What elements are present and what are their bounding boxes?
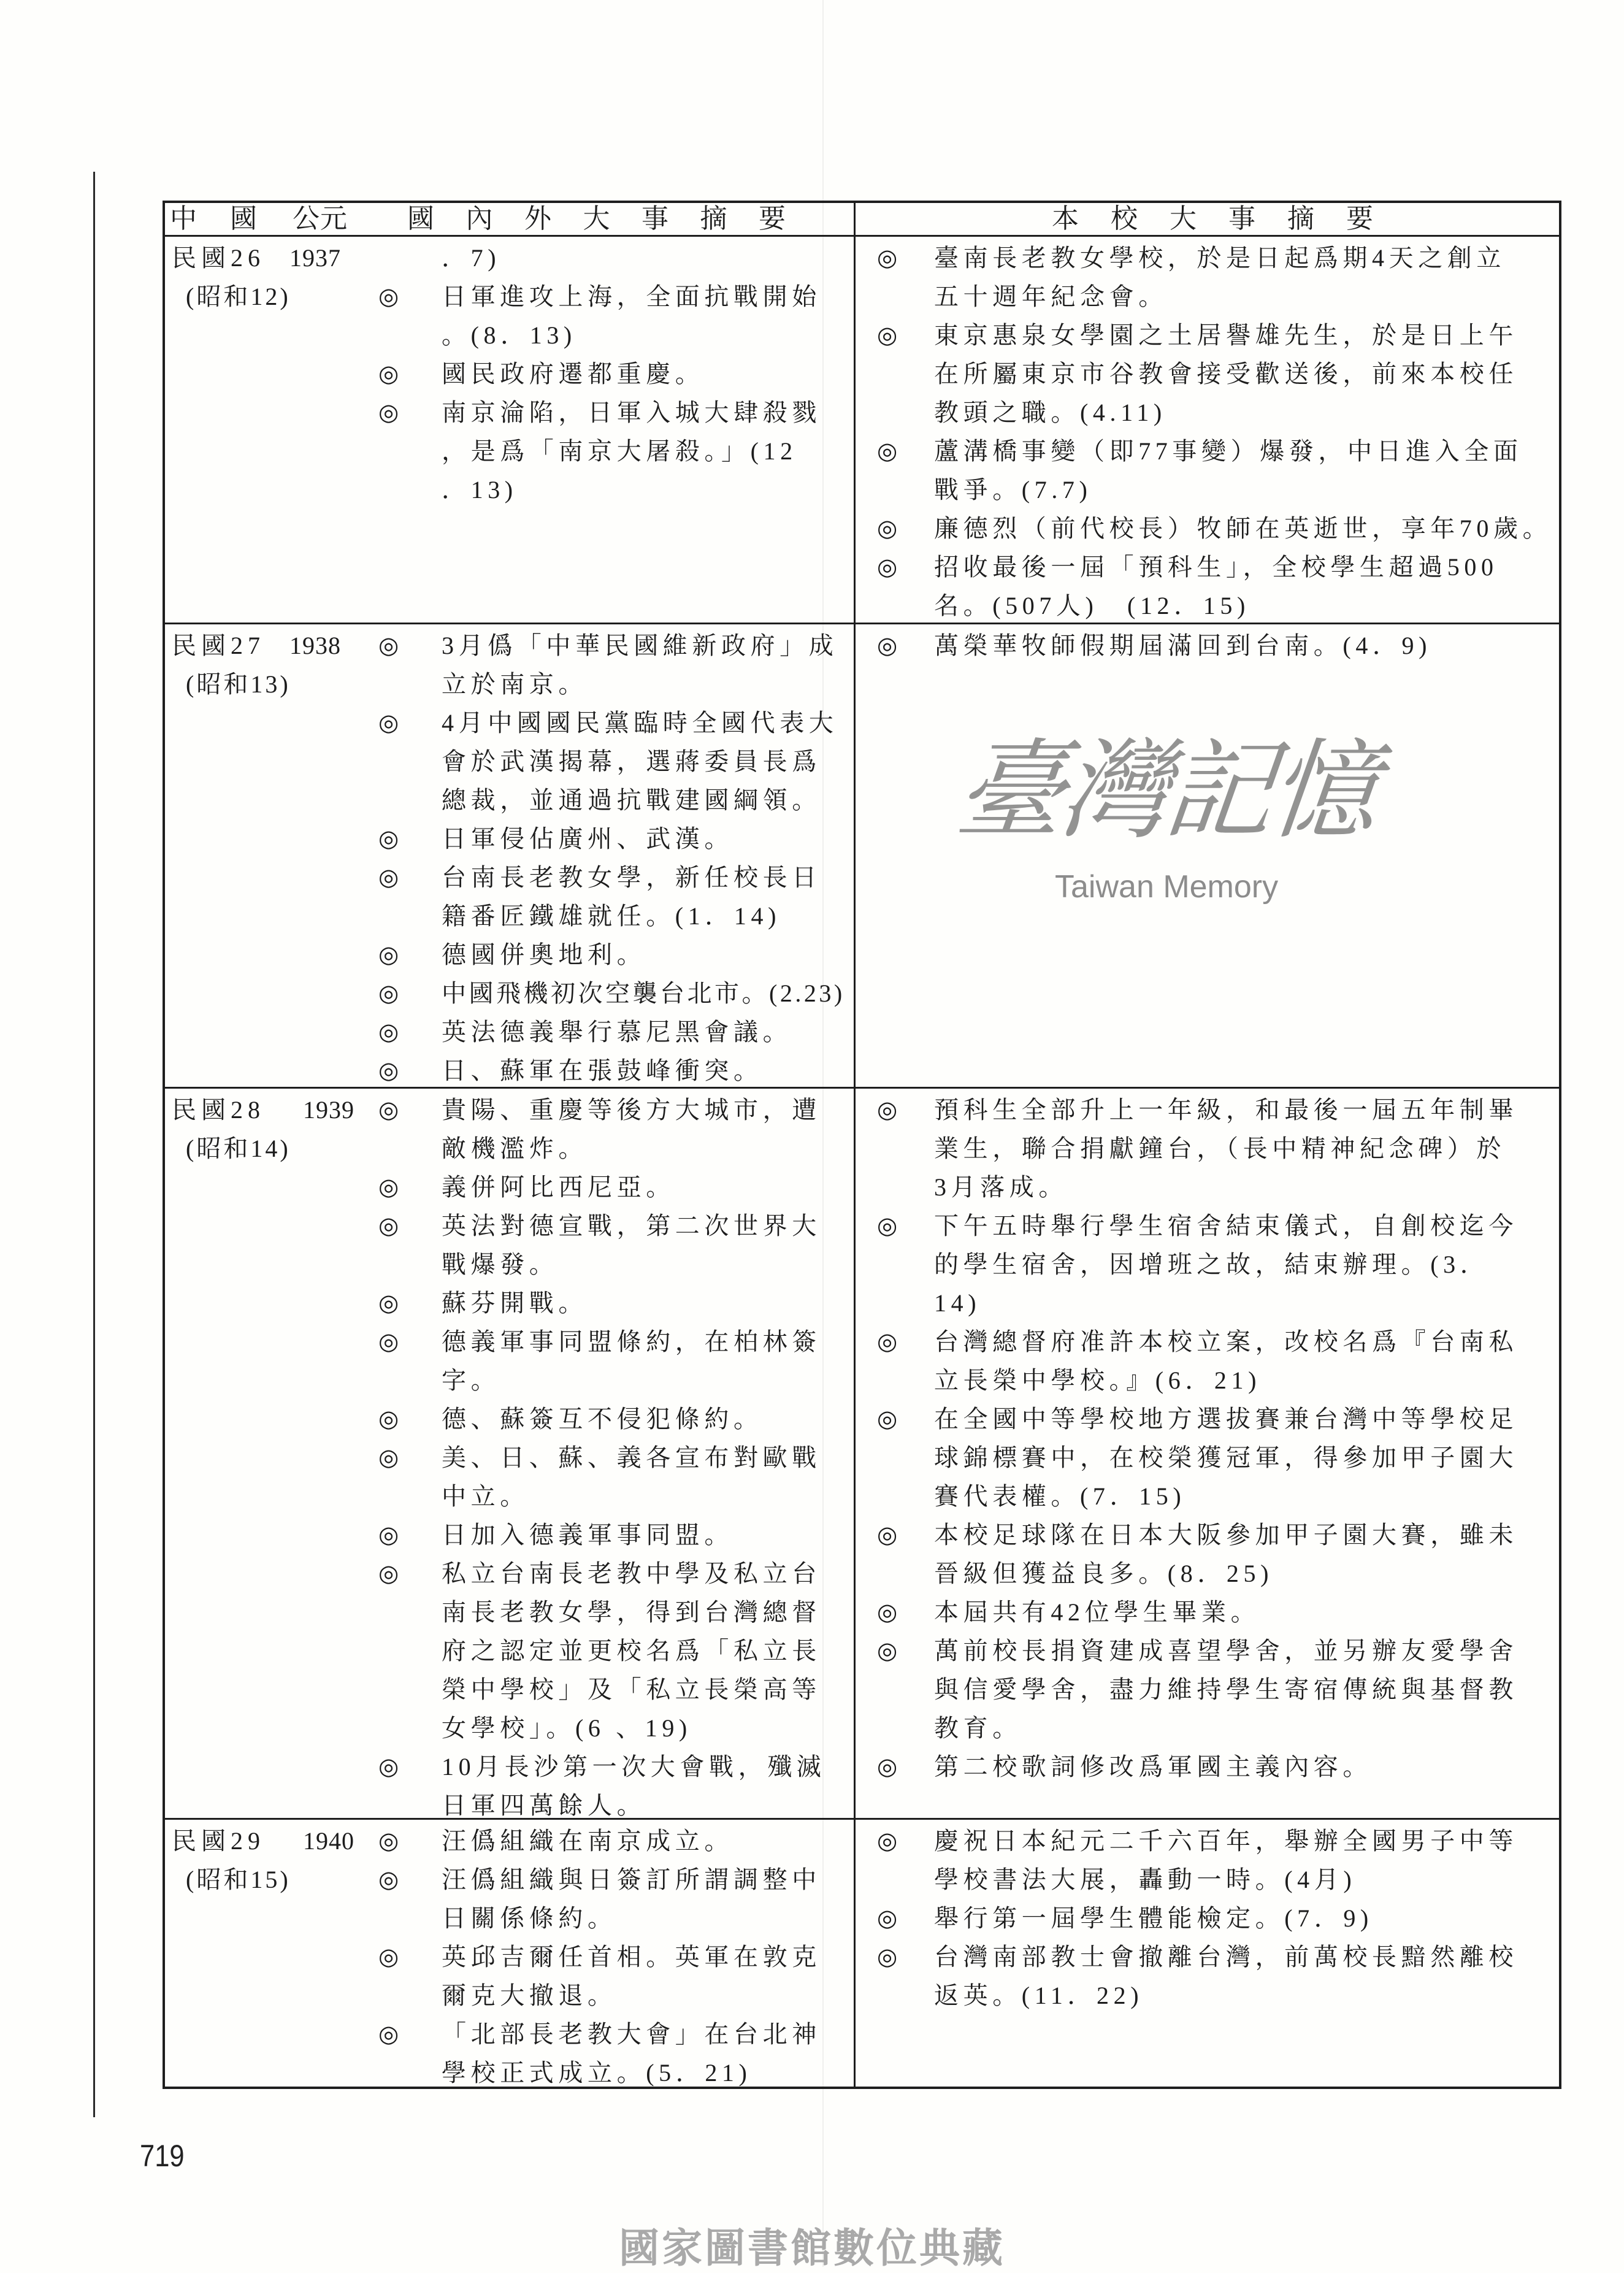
event-text-line: 英法對德宣戰，第二次世界大 — [442, 1212, 821, 1240]
double-circle-bullet-icon: ◎ — [378, 1943, 399, 1970]
double-circle-bullet-icon: ◎ — [877, 1328, 898, 1355]
event-text-line: 萬前校長捐資建成喜望學舍，並另辦友愛學舍 — [934, 1637, 1518, 1665]
event-text-line: 在全國中等學校地方選拔賽兼台灣中等學校足 — [934, 1405, 1518, 1433]
showa-year: (昭和13) — [186, 670, 291, 698]
event-item — [165, 277, 854, 355]
double-circle-bullet-icon: ◎ — [877, 1096, 898, 1123]
event-text — [856, 239, 1559, 316]
event-text-line: 學校書法大展，轟動一時。(4月) — [934, 1866, 1357, 1893]
event-text-line: 汪僞組織在南京成立。 — [442, 1827, 733, 1855]
event-text — [165, 393, 854, 509]
event-text — [856, 1091, 1559, 1206]
double-circle-bullet-icon: ◎ — [378, 1057, 399, 1084]
header-world-cell — [165, 203, 856, 235]
event-text — [165, 239, 854, 277]
event-text-line: 第二校歌詞修改爲軍國主義內容。 — [934, 1753, 1372, 1780]
event-text — [165, 626, 854, 703]
double-circle-bullet-icon: ◎ — [378, 709, 399, 736]
event-text — [856, 548, 1559, 625]
event-item — [856, 1747, 1559, 1786]
event-text-line: 中立。 — [442, 1482, 529, 1510]
event-text — [856, 1899, 1559, 1938]
roc-year: 民國29 — [172, 1827, 265, 1855]
double-circle-bullet-icon: ◎ — [877, 515, 898, 542]
header-roc-label: 中國 — [170, 203, 290, 234]
event-item — [165, 858, 854, 935]
event-item — [165, 626, 854, 703]
event-text — [165, 1322, 854, 1400]
event-text-line: 慶祝日本紀元二千六百年，舉辦全國男子中等 — [934, 1827, 1518, 1855]
event-text-line: 敵機濫炸。 — [442, 1135, 588, 1162]
event-text — [165, 1938, 854, 2015]
event-item — [165, 1747, 854, 1825]
showa-year: (昭和12) — [186, 283, 291, 310]
double-circle-bullet-icon: ◎ — [378, 825, 399, 852]
showa-year: (昭和15) — [186, 1866, 291, 1893]
event-text-line: 。(8．13) — [442, 321, 576, 349]
double-circle-bullet-icon: ◎ — [877, 1405, 898, 1432]
event-text-line: 學校正式成立。(5．21) — [442, 2059, 752, 2087]
event-text — [856, 626, 1559, 665]
event-item — [165, 393, 854, 509]
event-item — [165, 1516, 854, 1554]
event-item — [856, 1206, 1559, 1322]
double-circle-bullet-icon: ◎ — [378, 1753, 399, 1780]
event-text — [165, 1013, 854, 1051]
double-circle-bullet-icon: ◎ — [877, 244, 898, 271]
event-text — [165, 1091, 854, 1168]
header-ad-label: 公元 — [293, 203, 348, 234]
event-text — [856, 432, 1559, 509]
event-text-line: 4月中國國民黨臨時全國代表大 — [442, 709, 838, 737]
header-school-events-label: 本校大事摘要 — [1052, 203, 1405, 234]
event-text-line: 台灣南部教士會撤離台灣，前萬校長黯然離校 — [934, 1943, 1518, 1971]
double-circle-bullet-icon: ◎ — [378, 360, 399, 387]
event-text-line: 女學校」。(6 、19) — [442, 1714, 692, 1742]
double-circle-bullet-icon: ◎ — [378, 399, 399, 426]
world-events-list — [165, 1091, 854, 1825]
event-text-line: 東京惠泉女學園之土居譽雄先生，於是日上午 — [934, 321, 1518, 349]
event-text-line: 英邱吉爾任首相。英軍在敦克 — [442, 1943, 821, 1971]
event-item — [856, 1899, 1559, 1938]
roc-year: 民國26 — [172, 244, 265, 272]
event-text — [165, 2015, 854, 2092]
event-text-line: 日關係條約。 — [442, 1904, 617, 1932]
event-item — [856, 548, 1559, 625]
event-text — [165, 1168, 854, 1206]
watermark-subtitle: Taiwan Memory — [1055, 869, 1279, 905]
event-text-line: 立於南京。 — [442, 670, 588, 698]
event-text-line: 本校足球隊在日本大阪參加甲子園大賽，雖未 — [934, 1521, 1518, 1549]
event-text-line: 會於武漢揭幕，選蔣委員長爲 — [442, 748, 821, 775]
world-events-list — [165, 626, 854, 1090]
double-circle-bullet-icon: ◎ — [877, 1943, 898, 1970]
double-circle-bullet-icon: ◎ — [378, 1212, 399, 1239]
double-circle-bullet-icon: ◎ — [877, 1637, 898, 1664]
event-text-line: 3月落成。 — [934, 1173, 1068, 1201]
event-item — [165, 1051, 854, 1090]
event-item — [165, 935, 854, 974]
event-item — [856, 1322, 1559, 1400]
event-item — [856, 1091, 1559, 1206]
event-item — [856, 1631, 1559, 1747]
event-text-line: 招收最後一屆「預科生」，全校學生超過500 — [934, 553, 1498, 581]
double-circle-bullet-icon: ◎ — [378, 1405, 399, 1432]
event-item — [856, 239, 1559, 316]
world-events-cell — [165, 237, 856, 623]
event-item — [856, 316, 1559, 432]
ad-year: 1940 — [303, 1827, 354, 1855]
event-item — [165, 1284, 854, 1322]
event-item — [165, 1938, 854, 2015]
event-text-line: 德、蘇簽互不侵犯條約。 — [442, 1405, 763, 1433]
world-events-cell — [165, 1820, 856, 2087]
double-circle-bullet-icon: ◎ — [378, 1096, 399, 1123]
event-text-line: 球錦標賽中，在校榮獲冠軍，得參加甲子園大 — [934, 1444, 1518, 1471]
event-text-line: 字。 — [442, 1366, 500, 1394]
event-text-line: 府之認定並更校名爲「私立長 — [442, 1637, 821, 1665]
event-text — [856, 316, 1559, 432]
event-text-line: 本屆共有42位學生畢業。 — [934, 1598, 1260, 1626]
event-text-line: 廉德烈（前代校長）牧師在英逝世，享年70歲。 — [934, 515, 1552, 542]
double-circle-bullet-icon: ◎ — [877, 1753, 898, 1780]
double-circle-bullet-icon: ◎ — [378, 632, 399, 659]
event-text-line: 南京淪陷，日軍入城大肆殺戮 — [442, 399, 821, 426]
double-circle-bullet-icon: ◎ — [877, 1827, 898, 1854]
event-item — [165, 974, 854, 1013]
event-item — [856, 1822, 1559, 1899]
school-events-cell — [856, 1089, 1559, 1818]
event-text-line: 台南長老教女學，新任校長日 — [442, 864, 821, 891]
event-text-line: 日軍進攻上海，全面抗戰開始 — [442, 283, 821, 310]
table-header — [165, 203, 1559, 235]
event-text-line: 戰爆發。 — [442, 1251, 559, 1278]
double-circle-bullet-icon: ◎ — [378, 1827, 399, 1854]
double-circle-bullet-icon: ◎ — [877, 1521, 898, 1548]
double-circle-bullet-icon: ◎ — [378, 1444, 399, 1471]
event-text-line: 賽代表權。(7．15) — [934, 1482, 1186, 1510]
event-item — [165, 1438, 854, 1516]
event-text-line: 德國併奧地利。 — [442, 941, 646, 968]
event-text-line: 返英。(11．22) — [934, 1982, 1144, 2009]
event-item — [856, 1516, 1559, 1593]
double-circle-bullet-icon: ◎ — [877, 437, 898, 464]
double-circle-bullet-icon: ◎ — [877, 553, 898, 580]
school-events-cell — [856, 1820, 1559, 2087]
event-text-line: 臺南長老教女學校，於是日起爲期4天之創立 — [934, 244, 1506, 272]
page-number: 719 — [140, 2139, 185, 2173]
event-text — [165, 1284, 854, 1322]
double-circle-bullet-icon: ◎ — [378, 1173, 399, 1200]
event-item — [856, 432, 1559, 509]
event-text-line: 教頭之職。(4.11) — [934, 399, 1166, 426]
event-item — [165, 355, 854, 393]
event-text-line: 爾克大撤退。 — [442, 1982, 617, 2009]
world-events-list — [165, 1822, 854, 2092]
table-row — [165, 1818, 1559, 2087]
double-circle-bullet-icon: ◎ — [877, 632, 898, 659]
double-circle-bullet-icon: ◎ — [378, 2020, 399, 2047]
event-text-line: 業生，聯合捐獻鐘台，（長中精神紀念碑）於 — [934, 1135, 1506, 1162]
event-item — [165, 703, 854, 819]
event-item — [165, 1400, 854, 1438]
event-text-line: 教育。 — [934, 1714, 1022, 1742]
header-world-events-label: 國內外大事摘要 — [407, 203, 818, 234]
event-text — [165, 1051, 854, 1090]
event-text — [165, 1438, 854, 1516]
double-circle-bullet-icon: ◎ — [378, 1521, 399, 1548]
double-circle-bullet-icon: ◎ — [378, 1018, 399, 1045]
school-events-list — [856, 626, 1559, 665]
event-text-line: 南長老教女學，得到台灣總督 — [442, 1598, 821, 1626]
table-body — [165, 235, 1559, 2087]
event-text — [165, 1400, 854, 1438]
event-text-line: 立長榮中學校。』(6．21) — [934, 1366, 1262, 1394]
event-text — [165, 1516, 854, 1554]
event-text — [856, 1593, 1559, 1631]
ad-year: 1937 — [289, 244, 341, 272]
event-item — [856, 1400, 1559, 1516]
event-text-line: 14) — [934, 1289, 981, 1317]
event-text — [856, 1516, 1559, 1593]
event-text-line: 榮中學校」及「私立長榮高等 — [442, 1676, 821, 1703]
event-text — [165, 1206, 854, 1284]
double-circle-bullet-icon: ◎ — [877, 321, 898, 348]
event-text-line: 戰爭。(7.7) — [934, 476, 1092, 504]
event-item — [856, 1593, 1559, 1631]
event-text-line: ．7) — [442, 244, 501, 272]
event-text — [165, 355, 854, 393]
world-events-cell — [165, 624, 856, 1087]
event-text — [165, 935, 854, 974]
event-text-line: 下午五時舉行學生宿舍結束儀式，自創校迄今 — [934, 1212, 1518, 1240]
school-events-list — [856, 1822, 1559, 2015]
event-item — [165, 819, 854, 858]
event-text — [856, 1322, 1559, 1400]
double-circle-bullet-icon: ◎ — [877, 1598, 898, 1625]
event-text-line: 「北部長老教大會」在台北神 — [442, 2020, 821, 2048]
event-text-line: 日軍侵佔廣州、武漢。 — [442, 825, 733, 853]
event-text — [856, 1206, 1559, 1322]
event-item — [165, 1554, 854, 1747]
showa-year: (昭和14) — [186, 1135, 291, 1162]
double-circle-bullet-icon: ◎ — [877, 1904, 898, 1931]
event-item — [165, 1860, 854, 1938]
roc-year: 民國27 — [172, 632, 265, 659]
event-text-line: 貴陽、重慶等後方大城市，遭 — [442, 1096, 821, 1124]
double-circle-bullet-icon: ◎ — [378, 1866, 399, 1893]
library-footer: 國家圖書館數位典藏 — [619, 2225, 1005, 2272]
event-item — [165, 1822, 854, 1860]
event-text-line: 舉行第一屆學生體能檢定。(7．9) — [934, 1904, 1373, 1932]
event-text — [165, 974, 854, 1013]
double-circle-bullet-icon: ◎ — [378, 1560, 399, 1587]
event-text — [165, 1860, 854, 1938]
event-item — [165, 1013, 854, 1051]
event-text-line: 汪僞組織與日簽訂所謂調整中 — [442, 1866, 821, 1893]
event-text — [165, 858, 854, 935]
event-text-line: 義併阿比西尼亞。 — [442, 1173, 675, 1201]
event-text — [856, 509, 1559, 548]
event-text-line: 10月長沙第一次大會戰，殲滅 — [442, 1753, 826, 1780]
school-events-list — [856, 1091, 1559, 1786]
event-text — [165, 1747, 854, 1825]
event-text-line: 英法德義舉行慕尼黑會議。 — [442, 1018, 792, 1046]
event-text-line: ．13) — [442, 476, 518, 504]
double-circle-bullet-icon: ◎ — [378, 941, 399, 968]
school-events-cell — [856, 237, 1559, 623]
double-circle-bullet-icon: ◎ — [877, 1212, 898, 1239]
event-text-line: 日加入德義軍事同盟。 — [442, 1521, 733, 1549]
roc-year: 民國28 — [172, 1096, 265, 1124]
double-circle-bullet-icon: ◎ — [378, 1328, 399, 1355]
event-text — [856, 1400, 1559, 1516]
chronology-table — [163, 201, 1561, 2089]
event-text — [856, 1747, 1559, 1786]
school-events-cell — [856, 624, 1559, 1087]
table-row — [165, 235, 1559, 623]
event-text-line: 萬榮華牧師假期屆滿回到台南。(4．9) — [934, 632, 1432, 659]
event-item — [165, 2015, 854, 2092]
double-circle-bullet-icon: ◎ — [378, 979, 399, 1006]
event-text-line: 五十週年紀念會。 — [934, 283, 1168, 310]
page-margin-rule — [93, 172, 95, 2117]
event-text-line: 日軍四萬餘人。 — [442, 1792, 646, 1819]
event-text-line: 台灣總督府准許本校立案，改校名爲『台南私 — [934, 1328, 1518, 1355]
event-text-line: 中國飛機初次空襲台北市。(2.23) — [442, 979, 845, 1007]
event-text-line: 總裁，並通過抗戰建國綱領。 — [442, 786, 821, 814]
event-text-line: 3月僞「中華民國維新政府」成 — [442, 632, 838, 659]
event-item — [856, 1938, 1559, 2015]
event-text-line: 日、蘇軍在張鼓峰衝突。 — [442, 1057, 763, 1084]
event-text-line: 在所屬東京市谷教會接受歡送後，前來本校任 — [934, 360, 1518, 388]
event-text — [165, 819, 854, 858]
event-text-line: 私立台南長老教中學及私立台 — [442, 1560, 821, 1587]
event-text — [165, 1554, 854, 1747]
event-text-line: 國民政府遷都重慶。 — [442, 360, 705, 388]
watermark-title: 臺灣記憶 — [950, 728, 1381, 854]
event-item — [165, 1168, 854, 1206]
event-text-line: 籍番匠鐵雄就任。(1．14) — [442, 902, 781, 930]
table-row — [165, 1087, 1559, 1818]
event-text — [165, 703, 854, 819]
event-text-line: 蘇芬開戰。 — [442, 1289, 588, 1317]
header-school-cell — [856, 203, 1559, 235]
event-text — [165, 277, 854, 355]
event-text-line: 蘆溝橋事變（即77事變）爆發，中日進入全面 — [934, 437, 1523, 465]
event-text — [856, 1822, 1559, 1899]
event-text — [165, 1822, 854, 1860]
event-text-line: 德義軍事同盟條約，在柏林簽 — [442, 1328, 821, 1355]
event-text-line: 名。(507人) (12．15) — [934, 592, 1250, 619]
event-text-line: 預科生全部升上一年級，和最後一屆五年制畢 — [934, 1096, 1518, 1124]
event-text — [856, 1631, 1559, 1747]
event-text-line: 的學生宿舍，因增班之故，結束辦理。(3． — [934, 1251, 1490, 1278]
event-text-line: 美、日、蘇、義各宣布對歐戰 — [442, 1444, 821, 1471]
ad-year: 1938 — [289, 632, 341, 659]
ad-year: 1939 — [303, 1096, 354, 1124]
event-item — [165, 1091, 854, 1168]
school-events-list — [856, 239, 1559, 625]
event-item — [856, 626, 1559, 665]
event-item — [165, 1322, 854, 1400]
event-text-line: 與信愛學舍，盡力維持學生寄宿傳統與基督教 — [934, 1676, 1518, 1703]
world-events-list — [165, 239, 854, 509]
event-item — [165, 1206, 854, 1284]
event-text-line: ，是爲「南京大屠殺。」(12 — [442, 437, 797, 465]
double-circle-bullet-icon: ◎ — [378, 864, 399, 891]
table-row — [165, 623, 1559, 1087]
event-text — [856, 1938, 1559, 2015]
double-circle-bullet-icon: ◎ — [378, 1289, 399, 1316]
event-text-line: 晉級但獲益良多。(8．25) — [934, 1560, 1274, 1587]
event-item-continued — [165, 239, 854, 277]
world-events-cell — [165, 1089, 856, 1818]
event-item — [856, 509, 1559, 548]
double-circle-bullet-icon: ◎ — [378, 283, 399, 310]
